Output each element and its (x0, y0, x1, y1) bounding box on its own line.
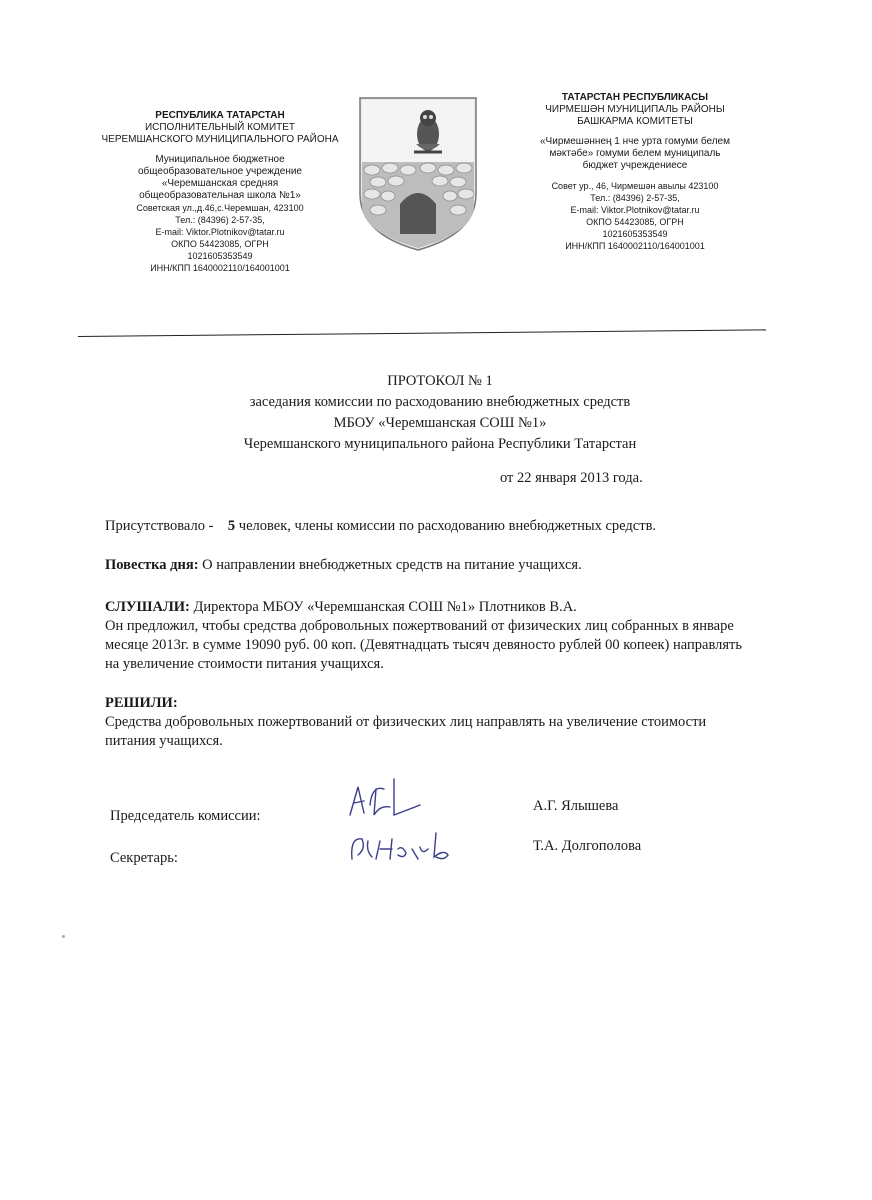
address: Советская ул.,д.46,с.Черемшан, 423100 (136, 203, 304, 213)
decided-section (105, 694, 755, 751)
present-label: Присутствовало - (105, 518, 214, 534)
header-divider (78, 329, 766, 337)
school-type-2: общеобразовательное учреждение (138, 166, 302, 177)
school-name-tatar-1: «Чирмешәннең 1 нче урта гомуми белем (540, 136, 730, 147)
handwritten-signatures (340, 775, 480, 870)
org-district: ЧЕРЕМШАНСКОГО МУНИЦИПАЛЬНОГО РАЙОНА (101, 134, 339, 145)
decided-text: Средства добровольных пожертвований от физических лиц направлять на увеличение стоимости питания учащихся. (105, 714, 707, 749)
ogrn: 1021605353549 (187, 251, 253, 261)
school-name-tatar-3: бюджет учреждениесе (582, 160, 688, 171)
phone-tatar: Тел.: (84396) 2-57-35, (590, 193, 680, 203)
secretary-signature (352, 833, 448, 859)
inn-tatar: ИНН/КПП 1640002110/164001001 (565, 241, 705, 251)
chair-name: А.Г. Ялышева (533, 798, 619, 814)
inn: ИНН/КПП 1640002110/164001001 (150, 263, 290, 273)
school-type-1: Муниципальное бюджетное (155, 154, 285, 165)
address-tatar: Совет ур., 46, Чирмешән авылы 423100 (551, 181, 719, 191)
agenda-line (105, 556, 755, 575)
okpo-tatar: ОКПО 54423085, ОГРН (586, 217, 684, 227)
protocol-subject: заседания комиссии по расходованию внебюджетных средств (249, 394, 631, 410)
school-name-2: общеобразовательная школа №1» (139, 190, 301, 201)
school-name-tatar-2: мәктәбе» гомуми белем муниципаль (549, 148, 721, 159)
email: E-mail: Viktor.Plotnikov@tatar.ru (155, 227, 285, 237)
ogrn-tatar: 1021605353549 (602, 229, 668, 239)
protocol-title (150, 371, 730, 455)
heard-heading (105, 598, 755, 617)
okpo: ОКПО 54423085, ОГРН (171, 239, 269, 249)
present-text: человек, члены комиссии по расходованию внебюджетных средств. (235, 518, 657, 534)
protocol-district: Черемшанского муниципального района Республики Татарстан (243, 436, 637, 452)
protocol-school: МБОУ «Черемшанская СОШ №1» (333, 415, 547, 431)
coat-of-arms-icon (356, 94, 480, 252)
chair-label: Председатель комиссии: (110, 808, 261, 824)
secretary-name: Т.А. Долгополова (533, 838, 642, 854)
protocol-number: ПРОТОКОЛ № 1 (387, 373, 493, 389)
scan-speck (62, 935, 65, 938)
present-line (105, 517, 755, 536)
header-right-block (490, 92, 780, 252)
header-left-block (70, 110, 370, 274)
present-count: 5 (227, 518, 236, 534)
heard-section (105, 598, 755, 674)
school-name-1: «Черемшанская средняя (161, 178, 279, 189)
org-committee: ИСПОЛНИТЕЛЬНЫЙ КОМИТЕТ (144, 122, 296, 133)
phone: Тел.: (84396) 2-57-35, (175, 215, 265, 225)
heard-label: СЛУШАЛИ: (105, 599, 190, 615)
email-tatar: E-mail: Viktor.Plotnikov@tatar.ru (570, 205, 700, 215)
decided-label: РЕШИЛИ: (105, 695, 178, 711)
agenda-label: Повестка дня: (105, 557, 199, 573)
org-district-tatar: ЧИРМЕШӘН МУНИЦИПАЛЬ РАЙОНЫ (545, 104, 725, 115)
secretary-label: Секретарь: (110, 850, 178, 866)
heard-text: Он предложил, чтобы средства добровольных пожертвований от физических лиц собранных в январе месяце 2013г. в сумме 19090 руб. 00 коп. (Девятнадцать тысяч девяносто рублей 00 копеек) направлять на увеличение стоимости питания учащихся. (105, 618, 742, 672)
org-committee-tatar: БАШКАРМА КОМИТЕТЫ (577, 116, 693, 127)
org-republic: РЕСПУБЛИКА ТАТАРСТАН (155, 110, 285, 121)
agenda-text: О направлении внебюджетных средств на питание учащихся. (198, 557, 582, 573)
heard-speaker: Директора МБОУ «Черемшанская СОШ №1» Плотников В.А. (189, 599, 577, 615)
chair-signature (350, 779, 420, 815)
protocol-date: от 22 января 2013 года. (500, 470, 643, 486)
org-republic-tatar: ТАТАРСТАН РЕСПУБЛИКАСЫ (561, 92, 709, 103)
